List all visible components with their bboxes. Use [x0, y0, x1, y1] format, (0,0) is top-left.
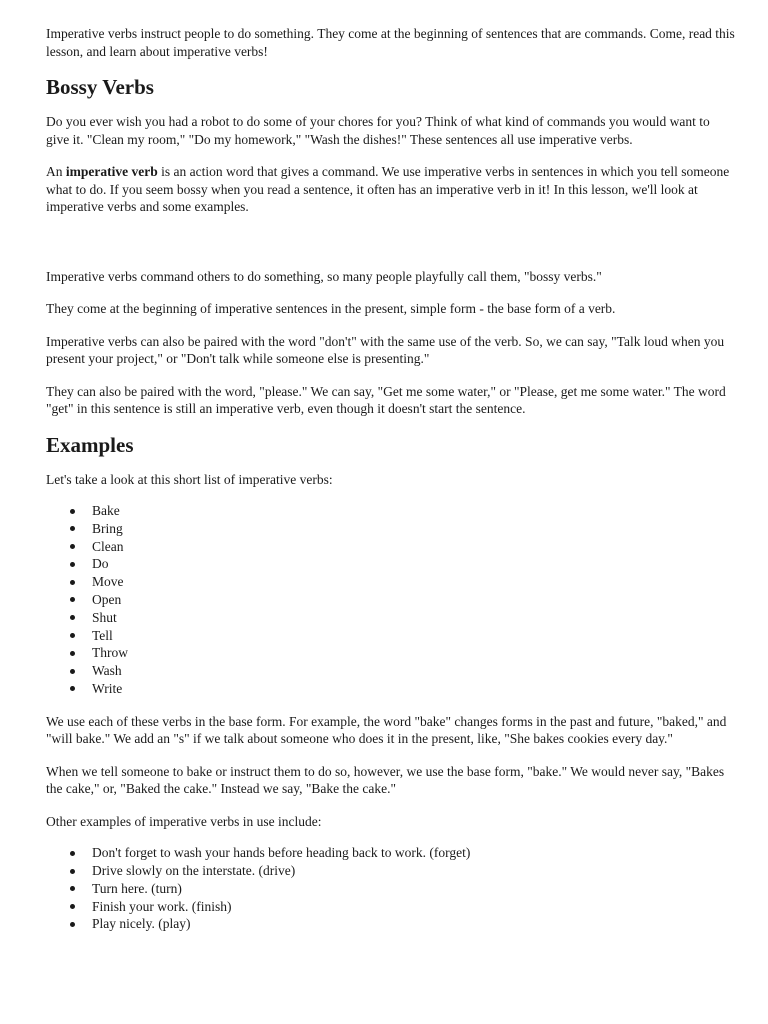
list-item: Bake — [92, 502, 736, 520]
paragraph-robot-chores: Do you ever wish you had a robot to do some of your chores for you? Think of what kind of commands you would want to give it. "Clean my room," "Do my homework," "Wash the dishes!" These sentences all use imperative verbs. — [46, 114, 710, 147]
paragraph-dont: Imperative verbs can also be paired with the word "don't" with the same use of the verb. So, we can say, "Talk loud when you present your project," or "Don't talk while someone else is presenting." — [46, 333, 725, 366]
paragraph-bossy-verbs: Imperative verbs command others to do something, so many people playfully call them, "bossy verbs." — [46, 268, 602, 284]
definition-text: is an action word that gives a command. We use imperative verbs in sentences in which you tell someone what to do. If you seem bossy when you read a sentence, it often has an imperative verb in it! In this lesson, we'll look at imperative verbs and some examples. — [46, 164, 730, 214]
heading-examples: Examples — [46, 432, 134, 457]
paragraph-imperative-definition — [46, 163, 736, 216]
example-list — [46, 844, 736, 933]
list-item: Open — [92, 591, 736, 609]
list-item: Write — [92, 680, 736, 698]
list-item: Throw — [92, 644, 736, 662]
paragraph-bake-the-cake: When we tell someone to bake or instruct them to do so, however, we use the base form, "bake." We would never say, "Bakes the cake," or, "Baked the cake." Instead we say, "Bake the cake." — [46, 763, 725, 797]
list-item: Do — [92, 555, 736, 573]
list-item: Play nicely. (play) — [92, 915, 736, 933]
paragraph-other-examples: Other examples of imperative verbs in use include: — [46, 813, 322, 829]
paragraph-bake-forms: We use each of these verbs in the base form. For example, the word "bake" changes forms in the past and future, "baked," and "will bake." We add an "s" if we talk about someone who does it in the present, like, "She bakes cookies every day." — [46, 713, 727, 747]
verb-list — [46, 502, 736, 698]
intro-paragraph: Imperative verbs instruct people to do something. They come at the beginning of sentences that are commands. Come, read this lesson, and learn about imperative verbs! — [46, 26, 735, 59]
list-item: Drive slowly on the interstate. (drive) — [92, 862, 736, 880]
paragraph-please: They can also be paired with the word, "please." We can say, "Get me some water," or "Please, get me some water." The word "get" in this sentence is still an imperative verb, even though it doesn't start the sentence. — [46, 383, 726, 416]
heading-bossy-verbs: Bossy Verbs — [46, 75, 154, 99]
list-item: Move — [92, 573, 736, 591]
list-item: Tell — [92, 627, 736, 645]
list-item: Bring — [92, 520, 736, 538]
document-page — [46, 25, 736, 933]
list-item: Turn here. (turn) — [92, 880, 736, 898]
paragraph-base-form: They come at the beginning of imperative sentences in the present, simple form - the base form of a verb. — [46, 301, 616, 316]
list-item: Wash — [92, 662, 736, 680]
list-item: Finish your work. (finish) — [92, 898, 736, 916]
list-item: Don't forget to wash your hands before heading back to work. (forget) — [92, 844, 736, 862]
paragraph-list-intro: Let's take a look at this short list of imperative verbs: — [46, 471, 333, 487]
list-item: Clean — [92, 538, 736, 556]
definition-prefix: An — [46, 164, 66, 179]
definition-term: imperative verb — [65, 164, 158, 179]
list-item: Shut — [92, 609, 736, 627]
